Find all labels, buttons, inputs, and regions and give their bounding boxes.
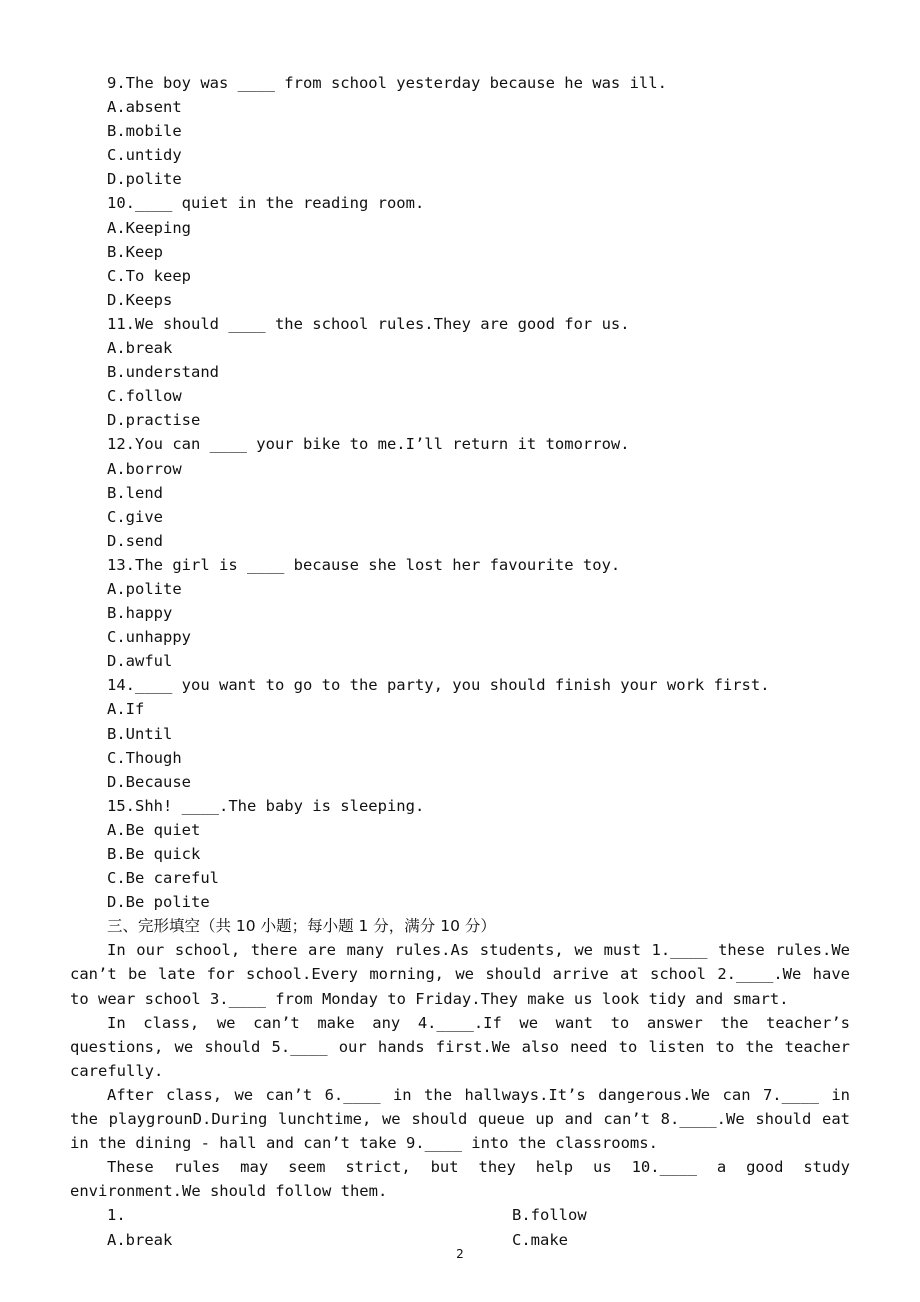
cloze-item-row [70,1203,850,1227]
option-b: B.lend [107,483,163,502]
option-d: D.practise [107,411,201,430]
question-stem: 15.Shh! ____.The baby is sleeping. [107,796,425,815]
option-a: A.break [107,339,173,358]
option-a: A.Be quiet [107,820,201,839]
option-a: A.polite [107,579,182,598]
option-b: B.understand [107,363,219,382]
question-stem: 11.We should ____ the school rules.They are good for us. [107,314,630,333]
option-a: A.If [107,700,145,719]
option-d: D.polite [107,170,182,189]
option-c: C.unhappy [107,628,191,647]
option-d: D.Because [107,772,191,791]
cloze-paragraph: After class, we can’t 6.____ in the hallways.It’s dangerous.We can 7.____ in the playgrounD.During lunchtime, we should queue up and can’t 8.____.We should eat in the dining - hall and can’t take 9.____ into the classrooms. [70,1085,850,1153]
question-stem: 12.You can ____ your bike to me.I’ll return it tomorrow. [107,435,630,454]
option-c: C.Be careful [107,869,219,888]
option-b: B.Be quick [107,845,201,863]
cloze-paragraph: In class, we can’t make any 4.____.If we want to answer the teacher’s questions, we should 5.____ our hands first.We also need to listen to the teacher carefully. [70,1013,850,1080]
option-c: C.give [107,507,163,526]
option-b: B.Keep [107,242,163,261]
option-c: C.make [512,1230,568,1249]
question-stem: 14.____ you want to go to the party, you should finish your work first. [107,676,770,695]
option-c: C.untidy [107,146,182,165]
option-c: C.To keep [107,266,191,285]
cloze-paragraph: In our school, there are many rules.As students, we must 1.____ these rules.We can’t be late for school.Every morning, we should arrive at school 2.____.We have to wear school 3.____ from Monday to Friday.They make us look tidy and smart. [70,941,850,1008]
option-a: A.borrow [107,459,182,478]
option-b: B.happy [107,604,173,623]
option-d: D.Keeps [107,290,173,309]
option-b: B.mobile [107,122,182,141]
cloze-item-number: 1. [107,1206,126,1225]
page-number: 2 [456,1247,464,1261]
section-title: 三、完形填空（共 10 小题；每小题 1 分，满分 10 分） [107,917,496,936]
option-c: C.Though [107,748,182,767]
page-content [70,71,850,1252]
question-stem: 9.The boy was ____ from school yesterday because he was ill. [107,74,667,92]
option-d: D.send [107,531,163,550]
option-b: B.follow [512,1206,587,1225]
question-stem: 13.The girl is ____ because she lost her favourite toy. [107,555,621,574]
option-d: D.Be polite [107,893,210,912]
option-d: D.awful [107,652,173,671]
question-stem: 10.____ quiet in the reading room. [107,194,425,213]
option-b: B.Until [107,724,173,743]
option-a: A.break [107,1230,173,1249]
option-a: A.Keeping [107,218,191,237]
option-a: A.absent [107,98,182,117]
cloze-paragraph: These rules may seem strict, but they help us 10.____ a good study environment.We should follow them. [70,1158,850,1201]
option-c: C.follow [107,387,182,406]
